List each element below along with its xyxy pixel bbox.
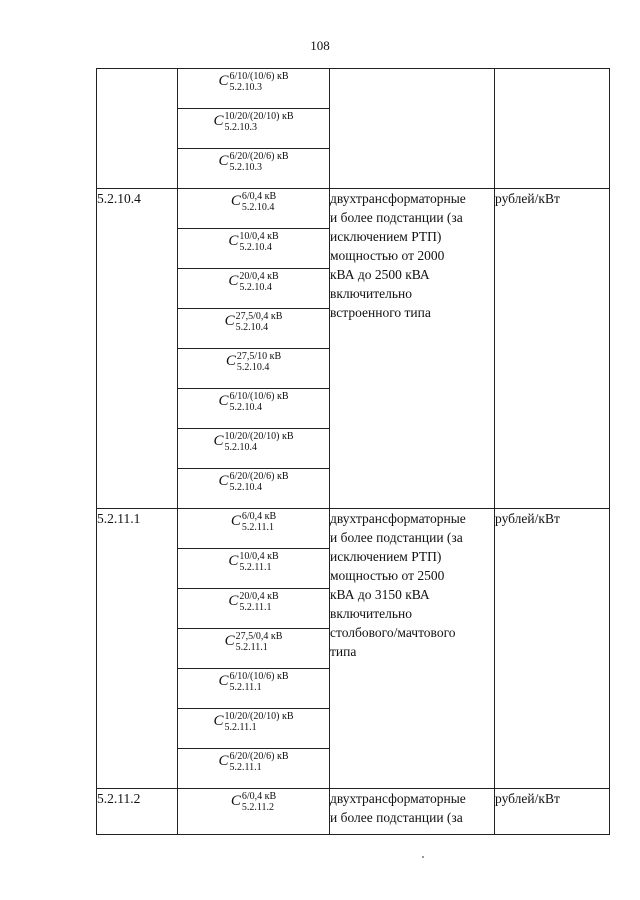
voltage-level: 6/10/(10/6) кВ [229, 391, 289, 402]
voltage-level: 10/20/(20/10) кВ [224, 711, 294, 722]
formula-cell [178, 229, 330, 269]
item-index: 5.2.10.4 [241, 202, 275, 213]
formula-cell [178, 69, 330, 109]
rate-symbol: C [228, 593, 239, 610]
rate-symbol: C [230, 513, 241, 530]
description-line: включительно [330, 606, 413, 621]
item-unit: рублей/кВт [495, 789, 610, 835]
rate-formula [218, 469, 288, 493]
formula-cell [178, 469, 330, 509]
voltage-level: 6/10/(10/6) кВ [229, 71, 289, 82]
formula-cell [178, 749, 330, 789]
voltage-level: 6/20/(20/6) кВ [229, 151, 289, 162]
formula-cell [178, 669, 330, 709]
formula-cell [178, 269, 330, 309]
table-row [97, 189, 610, 229]
formula-cell [178, 389, 330, 429]
description-line: мощностью от 2500 [330, 568, 445, 583]
description-line: кВА до 2500 кВА [330, 267, 430, 282]
rate-formula [218, 749, 288, 773]
item-index: 5.2.11.1 [229, 762, 262, 773]
rate-symbol: C [218, 473, 229, 490]
rate-symbol: C [224, 633, 235, 650]
rate-formula [218, 149, 288, 173]
rate-symbol: C [230, 193, 241, 210]
item-code: 5.2.11.1 [97, 509, 178, 789]
voltage-level: 6/0,4 кВ [241, 791, 277, 802]
item-index: 5.2.11.1 [241, 522, 274, 533]
rate-symbol: C [213, 113, 224, 130]
formula-cell [178, 349, 330, 389]
item-index: 5.2.11.1 [239, 562, 272, 573]
item-index: 5.2.10.3 [229, 82, 262, 93]
rate-symbol: C [218, 393, 229, 410]
voltage-level: 10/0,4 кВ [239, 231, 279, 242]
rate-symbol: C [224, 313, 235, 330]
description-line: типа [330, 644, 357, 659]
rate-formula [231, 189, 276, 213]
description-line: кВА до 3150 кВА [330, 587, 430, 602]
voltage-level: 10/0,4 кВ [239, 551, 279, 562]
formula-cell [178, 509, 330, 549]
description-line: исключением РТП) [330, 549, 442, 564]
description-line: и более подстанции (за [330, 210, 463, 225]
item-code: 5.2.11.2 [97, 789, 178, 835]
description-line: и более подстанции (за [330, 530, 463, 545]
description-line: двухтрансформаторные [330, 511, 466, 526]
rate-symbol: C [218, 753, 229, 770]
rate-symbol: C [213, 433, 224, 450]
item-unit: рублей/кВт [495, 509, 610, 789]
voltage-level: 27,5/10 кВ [236, 351, 282, 362]
formula-cell [178, 709, 330, 749]
voltage-level: 20/0,4 кВ [239, 271, 279, 282]
item-index: 5.2.11.2 [241, 802, 274, 813]
rate-formula [228, 269, 278, 293]
rate-formula [225, 629, 283, 653]
rate-symbol: C [213, 713, 224, 730]
item-index: 5.2.11.1 [224, 722, 257, 733]
voltage-level: 27,5/0,4 кВ [235, 631, 283, 642]
item-index: 5.2.10.4 [224, 442, 257, 453]
voltage-level: 6/0,4 кВ [241, 191, 277, 202]
item-index: 5.2.10.3 [229, 162, 262, 173]
item-index: 5.2.10.4 [229, 402, 262, 413]
description-line: столбового/мачтового [330, 625, 456, 640]
item-index: 5.2.11.1 [229, 682, 262, 693]
voltage-level: 6/10/(10/6) кВ [229, 671, 289, 682]
rate-formula [228, 549, 278, 573]
rate-symbol: C [218, 153, 229, 170]
description-line: встроенного типа [330, 305, 431, 320]
rate-symbol: C [225, 353, 236, 370]
rate-symbol: C [218, 673, 229, 690]
page-number: 108 [310, 38, 330, 53]
item-description [330, 509, 495, 789]
formula-cell [178, 109, 330, 149]
description-line: двухтрансформаторные [330, 791, 466, 806]
item-index: 5.2.10.4 [236, 362, 270, 373]
rate-formula [218, 69, 288, 93]
rate-formula [213, 109, 293, 133]
item-index: 5.2.10.4 [239, 282, 272, 293]
item-index: 5.2.11.1 [239, 602, 272, 613]
formula-cell [178, 429, 330, 469]
table-row [97, 789, 610, 835]
voltage-level: 10/20/(20/10) кВ [224, 431, 294, 442]
rate-symbol: C [228, 233, 239, 250]
formula-cell [178, 629, 330, 669]
formula-cell [178, 309, 330, 349]
rate-symbol: C [218, 73, 229, 90]
item-unit [495, 69, 610, 189]
rate-formula [213, 709, 293, 733]
item-index: 5.2.11.1 [235, 642, 268, 653]
item-description [330, 789, 495, 835]
rate-formula [218, 389, 288, 413]
voltage-level: 20/0,4 кВ [239, 591, 279, 602]
tariff-table [96, 68, 610, 835]
item-code: 5.2.10.4 [97, 189, 178, 509]
rate-symbol: C [228, 273, 239, 290]
table-row [97, 69, 610, 109]
formula-cell [178, 189, 330, 229]
item-index: 5.2.10.3 [224, 122, 257, 133]
rate-formula [226, 349, 281, 373]
item-index: 5.2.10.4 [235, 322, 269, 333]
voltage-level: 6/20/(20/6) кВ [229, 751, 289, 762]
voltage-level: 27,5/0,4 кВ [235, 311, 283, 322]
voltage-level: 6/20/(20/6) кВ [229, 471, 289, 482]
rate-formula [228, 229, 278, 253]
rate-formula [218, 669, 288, 693]
rate-formula [228, 589, 278, 613]
rate-formula [231, 509, 276, 533]
description-line: двухтрансформаторные [330, 191, 466, 206]
scan-speck [422, 856, 424, 858]
formula-cell [178, 589, 330, 629]
description-line: и более подстанции (за [330, 810, 463, 825]
voltage-level: 10/20/(20/10) кВ [224, 111, 294, 122]
description-line: мощностью от 2000 [330, 248, 445, 263]
formula-cell [178, 149, 330, 189]
description-line: исключением РТП) [330, 229, 442, 244]
rate-symbol: C [228, 553, 239, 570]
item-description [330, 189, 495, 509]
formula-cell [178, 549, 330, 589]
item-unit: рублей/кВт [495, 189, 610, 509]
voltage-level: 6/0,4 кВ [241, 511, 277, 522]
item-description [330, 69, 495, 189]
item-code [97, 69, 178, 189]
description-line: включительно [330, 286, 413, 301]
rate-formula [231, 789, 276, 813]
rate-symbol: C [230, 793, 241, 810]
formula-cell [178, 789, 330, 835]
table-row [97, 509, 610, 549]
item-index: 5.2.10.4 [229, 482, 262, 493]
rate-formula [213, 429, 293, 453]
rate-formula [225, 309, 283, 333]
item-index: 5.2.10.4 [239, 242, 272, 253]
